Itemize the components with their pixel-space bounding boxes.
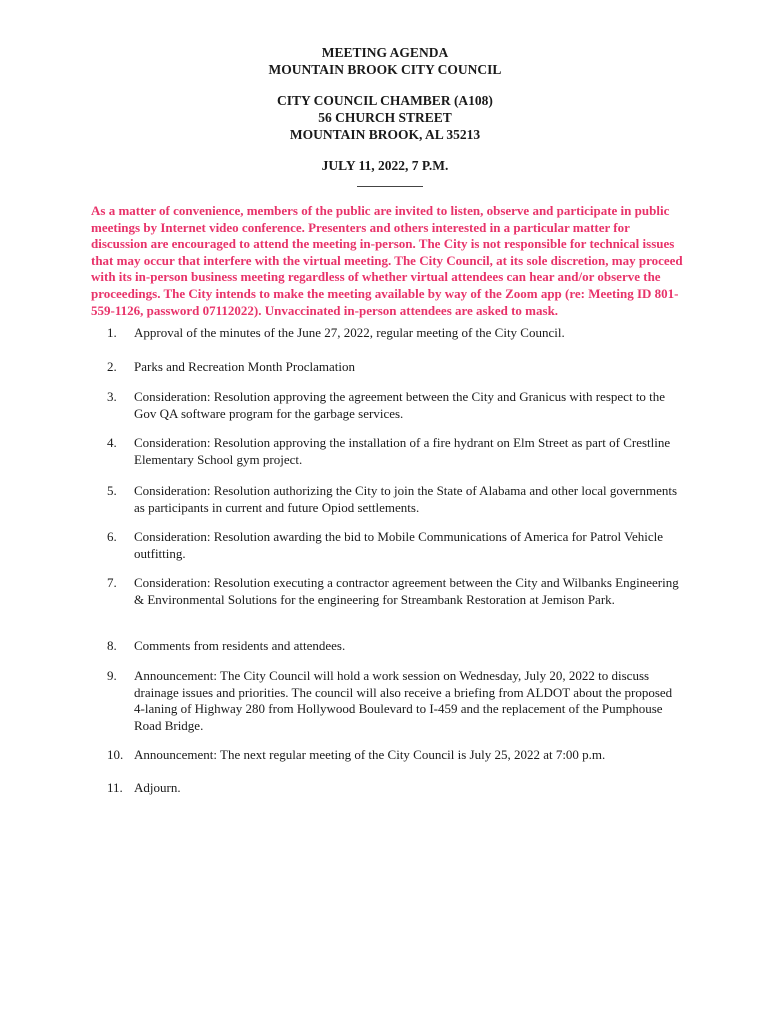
item-text: Consideration: Resolution approving the installation of a fire hydrant on Elm Street as part of Crestline Elementary School gym project. xyxy=(134,435,671,467)
header-title: MEETING AGENDA xyxy=(321,45,449,60)
header-street: 56 CHURCH STREET xyxy=(318,110,452,125)
item-text: Adjourn. xyxy=(134,780,181,795)
item-number: 9. xyxy=(107,668,117,683)
item-text: Parks and Recreation Month Proclamation xyxy=(134,359,355,374)
item-text: Consideration: Resolution awarding the bid to Mobile Communications of America for Patrol Vehicle outfitting. xyxy=(134,529,664,561)
item-text: Approval of the minutes of the June 27, 2022, regular meeting of the City Council. xyxy=(134,325,565,340)
agenda-header xyxy=(0,44,770,174)
header-divider xyxy=(357,186,423,187)
meeting-date: JULY 11, 2022, 7 P.M. xyxy=(321,158,449,173)
header-council: MOUNTAIN BROOK CITY COUNCIL xyxy=(268,62,502,77)
item-text: Comments from residents and attendees. xyxy=(134,638,346,653)
item-number: 5. xyxy=(107,483,117,498)
public-notice: As a matter of convenience, members of the public are invited to listen, observe and participate in public meetings by Internet video conference. Presenters and others interested in a particular matter for discussion are encouraged to attend the meeting in-person. The City is not responsible for technical issues that may occur that interfere with the virtual meeting. The City Council, at its sole discretion, may proceed with its in-person business meeting regardless of whether virtual attendees can hear and/or observe the proceedings. The City intends to make the meeting available by way of the Zoom app (re: Meeting ID 801-559-1126, password 07112022). Unvaccinated in-person attendees are asked to mask. xyxy=(91,203,683,318)
item-number: 7. xyxy=(107,575,117,590)
item-number: 4. xyxy=(107,435,117,450)
header-city: MOUNTAIN BROOK, AL 35213 xyxy=(289,127,481,142)
item-text: Consideration: Resolution executing a contractor agreement between the City and Wilbanks Engineering & Environmental Solutions for the engineering for Streambank Restoration at Jemison Park. xyxy=(134,575,679,607)
item-number: 8. xyxy=(107,638,117,653)
item-text: Announcement: The next regular meeting of the City Council is July 25, 2022 at 7:00 p.m. xyxy=(134,747,606,762)
item-number: 1. xyxy=(107,325,117,340)
item-text: Consideration: Resolution authorizing the City to join the State of Alabama and other local governments as participants in current and future Opiod settlements. xyxy=(134,483,678,515)
item-number: 2. xyxy=(107,359,117,374)
item-number: 3. xyxy=(107,389,117,404)
item-text: Consideration: Resolution approving the agreement between the City and Granicus with respect to the Gov QA software program for the garbage services. xyxy=(134,389,666,421)
header-chamber: CITY COUNCIL CHAMBER (A108) xyxy=(277,93,493,108)
item-number: 10. xyxy=(107,747,124,762)
item-number: 11. xyxy=(107,780,123,795)
item-number: 6. xyxy=(107,529,117,544)
item-text: Announcement: The City Council will hold a work session on Wednesday, July 20, 2022 to discuss drainage issues and priorities. The council will also receive a briefing from ALDOT about the proposed 4-laning of Highway 280 from Hollywood Boulevard to I-459 and the replacement of the Pumphouse Road Bridge. xyxy=(134,668,673,733)
